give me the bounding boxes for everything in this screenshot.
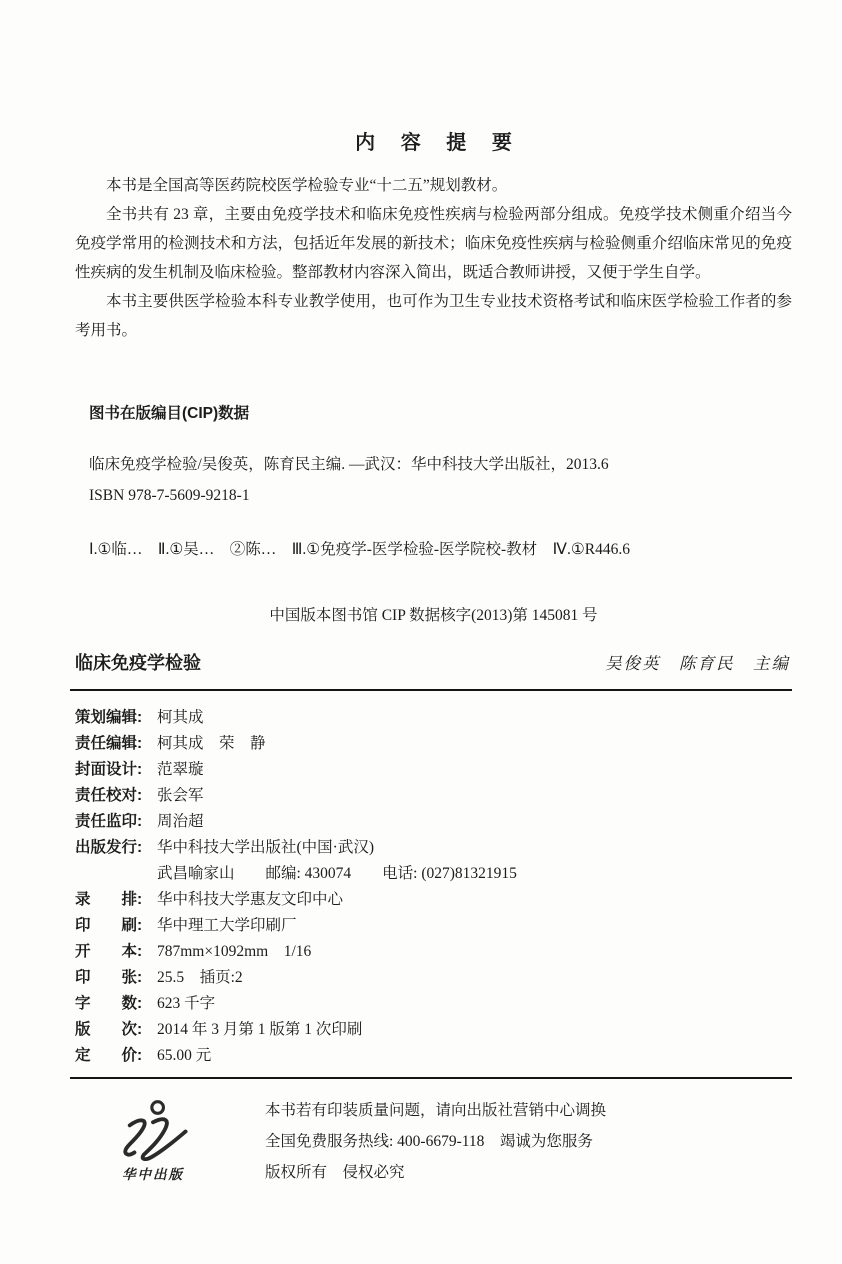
colophon-value: 张会军 bbox=[157, 787, 204, 804]
colophon-label: 策划编辑: bbox=[75, 709, 143, 726]
publisher-logo-text: 华中出版 bbox=[122, 1167, 184, 1182]
colophon-label: 责任监印: bbox=[75, 813, 143, 830]
colophon-value: 2014 年 3 月第 1 版第 1 次印刷 bbox=[157, 1021, 363, 1038]
colophon-label: 责任校对: bbox=[75, 787, 143, 804]
colophon-row-cover-design bbox=[75, 757, 792, 783]
colophon-row-responsible-editor bbox=[75, 731, 792, 757]
cip-isbn-line: ISBN 978-7-5609-9218-1 bbox=[89, 487, 250, 504]
colophon-row-edition bbox=[75, 1017, 792, 1043]
colophon-label: 出版发行: bbox=[75, 839, 143, 856]
colophon-row-publisher bbox=[75, 835, 792, 861]
colophon-value: 范翠璇 bbox=[157, 761, 204, 778]
footer-hotline: 全国免费服务热线: 400-6679-118 竭诚为您服务 bbox=[265, 1133, 593, 1150]
colophon-value: 华中理工大学印刷厂 bbox=[157, 917, 297, 934]
summary-paragraph-3: 本书主要供医学检验本科专业教学使用，也可作为卫生专业技术资格考试和临床医学检验工作者的参考用书。 bbox=[75, 293, 792, 339]
colophon-label: 封面设计: bbox=[75, 761, 143, 778]
colophon-row-planning-editor bbox=[75, 705, 792, 731]
footer bbox=[75, 1095, 792, 1188]
book-title: 临床免疫学检验 bbox=[75, 653, 201, 673]
colophon-value: 华中科技大学出版社(中国·武汉) bbox=[157, 839, 374, 856]
separator-rule-top bbox=[70, 689, 792, 691]
colophon-label: 字 数: bbox=[75, 995, 143, 1012]
colophon-label: 录 排: bbox=[75, 891, 143, 908]
colophon-row-printing bbox=[75, 913, 792, 939]
colophon-value: 65.00 元 bbox=[157, 1047, 212, 1064]
colophon-row-publisher-address bbox=[75, 861, 792, 887]
summary-title: 内 容 提 要 bbox=[355, 132, 522, 154]
colophon-list bbox=[75, 705, 792, 1069]
colophon-value: 柯其成 bbox=[157, 709, 204, 726]
colophon-value: 25.5 插页:2 bbox=[157, 969, 243, 986]
book-editors: 吴俊英 陈育民 主编 bbox=[605, 654, 790, 673]
colophon-value: 柯其成 荣 静 bbox=[157, 735, 266, 752]
colophon-row-price bbox=[75, 1043, 792, 1069]
colophon-value: 华中科技大学惠友文印中心 bbox=[157, 891, 344, 908]
cip-registry-line: 中国版本图书馆 CIP 数据核字(2013)第 145081 号 bbox=[269, 607, 598, 624]
separator-rule-bottom bbox=[70, 1077, 792, 1079]
colophon-row-print-supervisor bbox=[75, 809, 792, 835]
huazhong-press-logo-icon bbox=[97, 1099, 209, 1161]
summary-paragraphs bbox=[75, 171, 792, 345]
book-title-row bbox=[75, 649, 792, 675]
colophon-row-sheets bbox=[75, 965, 792, 991]
colophon-label: 印 张: bbox=[75, 969, 143, 986]
publisher-logo bbox=[97, 1095, 209, 1183]
colophon-label: 定 价: bbox=[75, 1047, 143, 1064]
cip-entry-line: 临床免疫学检验/吴俊英，陈育民主编. —武汉：华中科技大学出版社，2013.6 bbox=[89, 456, 609, 473]
colophon-value: 武昌喻家山 邮编: 430074 电话: (027)81321915 bbox=[157, 865, 517, 882]
colophon-row-word-count bbox=[75, 991, 792, 1017]
colophon-label: 开 本: bbox=[75, 943, 143, 960]
colophon-row-format bbox=[75, 939, 792, 965]
cip-entry-block bbox=[89, 449, 792, 511]
summary-paragraph-1: 本书是全国高等医药院校医学检验专业“十二五”规划教材。 bbox=[106, 177, 508, 194]
cip-classification-line: Ⅰ.①临… Ⅱ.①吴… ②陈… Ⅲ.①免疫学-医学检验-医学院校-教材 Ⅳ.①R446.6 bbox=[89, 541, 630, 558]
cip-heading: 图书在版编目(CIP)数据 bbox=[89, 405, 250, 422]
colophon-row-typesetting bbox=[75, 887, 792, 913]
footer-copyright-notice: 版权所有 侵权必究 bbox=[265, 1164, 405, 1181]
footer-notices bbox=[265, 1095, 606, 1188]
colophon-value: 623 千字 bbox=[157, 995, 216, 1012]
summary-paragraph-2: 全书共有 23 章，主要由免疫学技术和临床免疫性疾病与检验两部分组成。免疫学技术侧重介绍当今免疫学常用的检测技术和方法，包括近年发展的新技术；临床免疫性疾病与检验侧重介绍临床常见的免疫性疾病的发生机制及临床检验。整部教材内容深入简出，既适合教师讲授，又便于学生自学。 bbox=[75, 206, 792, 281]
colophon-value: 787mm×1092mm 1/16 bbox=[157, 943, 312, 960]
colophon-row-proofreader bbox=[75, 783, 792, 809]
footer-quality-notice: 本书若有印装质量问题，请向出版社营销中心调换 bbox=[265, 1102, 607, 1119]
colophon-label: 版 次: bbox=[75, 1021, 143, 1038]
colophon-label: 印 刷: bbox=[75, 917, 143, 934]
colophon-label: 责任编辑: bbox=[75, 735, 143, 752]
colophon-value: 周治超 bbox=[157, 813, 204, 830]
